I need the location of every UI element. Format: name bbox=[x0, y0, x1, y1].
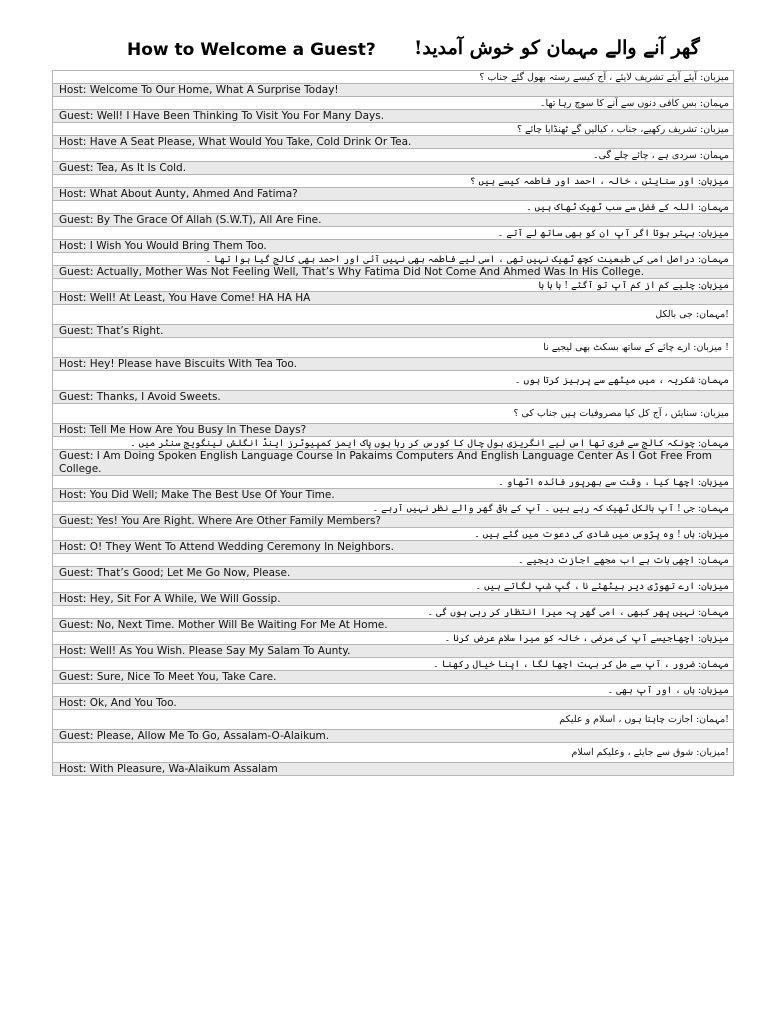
urdu-line: مہمان: اچھی بات ہے اب مجھے اجازت دیجیے ۔ bbox=[53, 554, 733, 567]
english-line: Host: O! They Went To Attend Wedding Ceremony In Neighbors. bbox=[53, 541, 733, 554]
english-line: Host: Well! At Least, You Have Come! HA HA HA bbox=[53, 292, 733, 305]
urdu-line: میزبان: سنایئں ، آج کل کیا مصروفیات ہیں جناب کی ؟ bbox=[53, 404, 733, 424]
urdu-line: !مہمان: جی بالکل bbox=[53, 305, 733, 325]
english-line: Host: What About Aunty, Ahmed And Fatima? bbox=[53, 188, 733, 201]
urdu-line: میزبان: اچھا کیا ، وقت سے بھرپور فائدہ اٹھاو ۔ bbox=[53, 476, 733, 489]
english-line: Host: Ok, And You Too. bbox=[53, 697, 733, 710]
urdu-line: مہمان: جی ! آپ بالکل ٹھیک کہ رہے ہیں ۔ آپ کے باقی گھر والے نظر نہیں آرہے ۔ bbox=[53, 502, 733, 515]
english-line: Host: You Did Well; Make The Best Use Of Your Time. bbox=[53, 489, 733, 502]
english-line: Guest: That’s Right. bbox=[53, 325, 733, 338]
dialogue-table bbox=[52, 70, 734, 776]
urdu-line: !میزبان: شوق سے جایئے ، وعلیکم اسلام bbox=[53, 743, 733, 763]
english-line: Guest: Sure, Nice To Meet You, Take Care. bbox=[53, 671, 733, 684]
urdu-line: ! میزبان: ارے چائے کے ساتھ بسکٹ بھی لیجیے نا bbox=[53, 338, 733, 358]
title-urdu: گھر آنے والے مہمان کو خوش آمدید! bbox=[414, 37, 700, 59]
english-line: Host: Have A Seat Please, What Would You Take, Cold Drink Or Tea. bbox=[53, 136, 733, 149]
urdu-line: میزبان: ہاں ! وہ پڑوس میں شادی کی دعوت میں گئے ہیں ۔ bbox=[53, 528, 733, 541]
title-english: How to Welcome a Guest? bbox=[127, 40, 376, 60]
urdu-line: مہمان: چونکہ کالج سے فری تھا اس لیے انگریزی بول چال کا کورس کر رہا ہوں پاک ایمز کمپیوٹرز اینڈ انگلش لینگویج سنٹر میں ۔ bbox=[53, 437, 733, 450]
english-line: Host: With Pleasure, Wa-Alaikum Assalam bbox=[53, 763, 733, 776]
english-line: Guest: No, Next Time. Mother Will Be Waiting For Me At Home. bbox=[53, 619, 733, 632]
english-line: Guest: Well! I Have Been Thinking To Visit You For Many Days. bbox=[53, 110, 733, 123]
english-line: Host: Hey, Sit For A While, We Will Gossip. bbox=[53, 593, 733, 606]
urdu-line: میزبان: اچھاجیسے آپ کی مرضی ، خالہ کو میرا سلام عرض کرنا ۔ bbox=[53, 632, 733, 645]
urdu-line: میزبان: آیئے آیئے تشریف لایئے ، آج کیسے رستہ بھول گئے جناب ؟ bbox=[53, 71, 733, 84]
english-line: Guest: Please, Allow Me To Go, Assalam-O-Alaikum. bbox=[53, 730, 733, 743]
urdu-line: میزبان: ہاں ، اور آپ بھی ۔ bbox=[53, 684, 733, 697]
urdu-line: مہمان: نہیں پھر کبھی ، امی گھر پہ میرا انتظار کر رہی ہوں گی ۔ bbox=[53, 606, 733, 619]
urdu-line: میزبان: بہتر ہوتا اگر آپ ان کو بھی ساتھ لے آتے ۔ bbox=[53, 227, 733, 240]
urdu-line: میزبان: ارے تھوڑی دیر بیٹھئے نا ، گپ شپ لگاتے ہیں ۔ bbox=[53, 580, 733, 593]
english-line: Host: Welcome To Our Home, What A Surprise Today! bbox=[53, 84, 733, 97]
english-line: Host: Tell Me How Are You Busy In These Days? bbox=[53, 424, 733, 437]
english-line: Host: I Wish You Would Bring Them Too. bbox=[53, 240, 733, 253]
english-line: Guest: By The Grace Of Allah (S.W.T), All Are Fine. bbox=[53, 214, 733, 227]
urdu-line: مہمان: اللہ کے فضل سے سب ٹھیک ٹھاک ہیں ۔ bbox=[53, 201, 733, 214]
urdu-line: میزبان: چلیے کم از کم آپ تو آگئے ! ہا ہا ہا bbox=[53, 279, 733, 292]
urdu-line: مہمان: دراصل امی کی طبعیت کچھ ٹھیک نہیں تھی ، اسی لیے فاطمہ بھی نہیں آئی اور احمد بھی کالج گیا ہوا تھا ۔ bbox=[53, 253, 733, 266]
urdu-line: !مہمان: اجازت چاہتا ہوں ، اسلام و علیکم bbox=[53, 710, 733, 730]
english-line: Host: Hey! Please have Biscuits With Tea Too. bbox=[53, 358, 733, 371]
english-line: Guest: I Am Doing Spoken English Language Course In Pakaims Computers And English Language Center As I Got Free From College. bbox=[53, 450, 733, 476]
urdu-line: میزبان: تشریف رکھیے، جناب ، کیالیں گے ٹھنڈایا چائے ؟ bbox=[53, 123, 733, 136]
urdu-line: مہمان: شکریہ ، میں میٹھے سے پرہیز کرتا ہوں ۔ bbox=[53, 371, 733, 391]
page-title bbox=[52, 38, 732, 68]
english-line: Guest: That’s Good; Let Me Go Now, Please. bbox=[53, 567, 733, 580]
urdu-line: مہمان: بس کافی دنوں سے آنے کا سوچ رہا تھا۔ bbox=[53, 97, 733, 110]
english-line: Guest: Actually, Mother Was Not Feeling Well, That’s Why Fatima Did Not Come And Ahmed Was In His College. bbox=[53, 266, 733, 279]
english-line: Guest: Yes! You Are Right. Where Are Other Family Members? bbox=[53, 515, 733, 528]
english-line: Guest: Tea, As It Is Cold. bbox=[53, 162, 733, 175]
english-line: Guest: Thanks, I Avoid Sweets. bbox=[53, 391, 733, 404]
urdu-line: مہمان: ضرور ، آپ سے مل کر بہت اچھا لگا ، اپنا خیال رکھنا ۔ bbox=[53, 658, 733, 671]
urdu-line: میزبان: اور سنایئں ، خالہ ، احمد اور فاطمہ کیسے ہیں ؟ bbox=[53, 175, 733, 188]
urdu-line: مہمان: سردی ہے ، چائے چلے گی۔ bbox=[53, 149, 733, 162]
english-line: Host: Well! As You Wish. Please Say My Salam To Aunty. bbox=[53, 645, 733, 658]
